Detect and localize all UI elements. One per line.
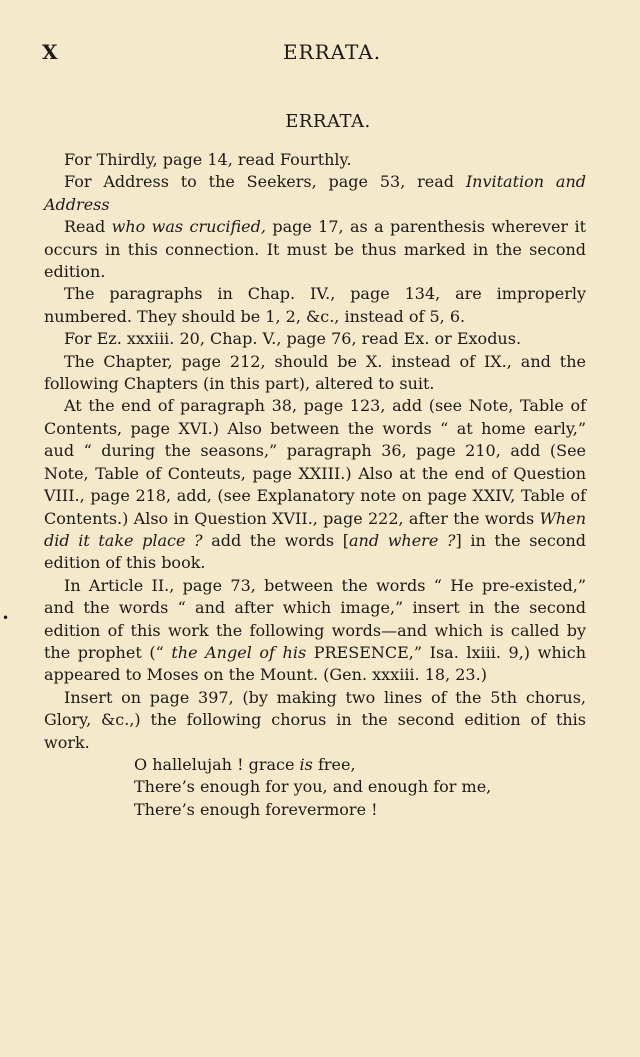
running-head bbox=[40, 40, 600, 70]
chorus-line: O hallelujah ! grace is free, bbox=[134, 754, 356, 774]
erratum-entry: In Article II., page 73, between the words “ He pre-existed,” and the words “ and after which image,” insert in the second edition of this work the following words—and which is called by the prophet (“ the Angel of his PRESENCE,” Isa. lxiii. 9,) which appeared to Moses on the Mount. (Gen. xxxiii. 18, 23.) bbox=[44, 575, 587, 685]
page-number: X bbox=[42, 40, 59, 64]
errata-list bbox=[44, 149, 586, 821]
erratum-entry: Insert on page 397, (by making two lines of the 5th chorus, Glory, &c.,) the following chorus in the second edition of this work. bbox=[44, 687, 586, 752]
erratum-entry: At the end of paragraph 38, page 123, add (see Note, Table of Contents, page XVI.) Also between the words “ at home early,” aud “ during the seasons,” paragraph 36, page 210, add (See Note, Table of Conteuts, page XXIII.) Also at the end of Question VIII., page 218, add, (see Explanatory note on page XXIV, Table of Contents.) Also in Question XVII., page 222, after the words When did it take place ? add the words [and where ?] in the second edition of this book. bbox=[44, 396, 587, 573]
chorus bbox=[134, 754, 586, 821]
erratum-entry: Read who was crucified, page 17, as a parenthesis wherever it occurs in this connection. It must be thus marked in the second edition. bbox=[44, 217, 586, 282]
erratum-entry: For Thirdly, page 14, read Fourthly. bbox=[64, 150, 352, 169]
erratum-entry: For Address to the Seekers, page 53, read Invitation and Address bbox=[44, 172, 586, 214]
erratum-entry: The paragraphs in Chap. IV., page 134, are improperly numbered. They should be 1, 2, &c., instead of 5, 6. bbox=[44, 284, 586, 326]
erratum-entry: The Chapter, page 212, should be X. instead of IX., and the following Chapters (in this part), altered to suit. bbox=[44, 351, 586, 394]
chorus-line: There’s enough for you, and enough for me, bbox=[134, 777, 492, 797]
running-title: ERRATA. bbox=[282, 40, 382, 64]
erratum-entry: For Ez. xxxiii. 20, Chap. V., page 76, read Ex. or Exodus. bbox=[64, 329, 522, 349]
errata-heading: ERRATA. bbox=[285, 111, 371, 132]
margin-mark: • bbox=[2, 611, 10, 625]
chorus-line: There’s enough forevermore ! bbox=[134, 799, 378, 819]
